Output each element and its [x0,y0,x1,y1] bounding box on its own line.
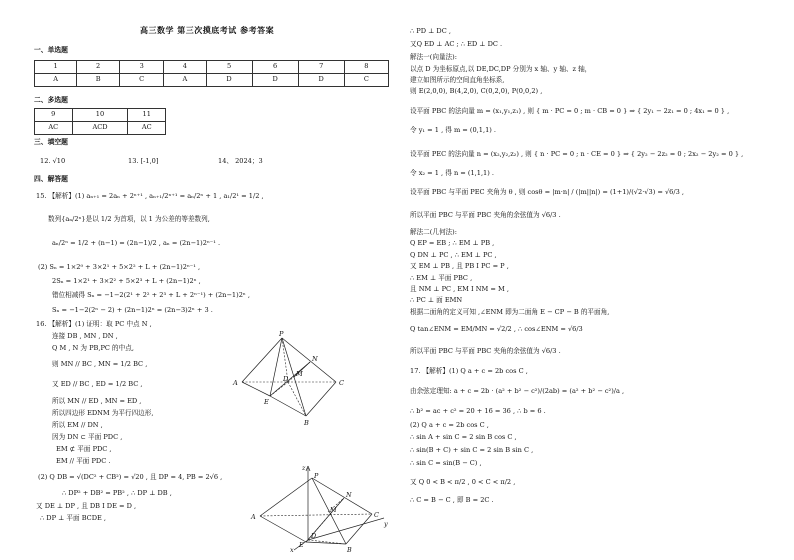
solution-line: Q EP = EB ; ∴ EM ⊥ PB , [410,239,495,247]
label-C: C [374,511,379,519]
solution-line: Sₙ = −1−2(2ⁿ − 2) + (2n−1)2ⁿ = (2n−3)2ⁿ + 3 . [52,306,213,314]
edge-AC [260,514,372,516]
section-heading-solutions: 四、解答题 [34,175,68,183]
table-cell: 5 [206,61,252,74]
table-cell: 2 [77,61,120,74]
label-D: D [311,532,317,540]
solution-line: Q DN ⊥ PC , ∴ EM ⊥ PC , [410,251,497,259]
solution-line: 令 x₂ = 1 , 得 n = (1,1,1) . [410,169,495,177]
solution-line: 所以四边形 EDNM 为平行四边形, [52,409,154,417]
solution-line: ∴ EM ⊥ 平面 PBC , [410,274,473,282]
table-cell: 7 [298,61,344,74]
table-cell: D [206,74,252,87]
table-cell: AC [35,122,73,135]
single-choice-answer-table [34,60,389,87]
solution-line: 又 Q 0 < B < π/2 , 0 < C < π/2 , [410,478,516,486]
solution-line: EM // 平面 PDC . [56,457,111,465]
solution-line: 设平面 PBC 与平面 PEC 夹角为 θ , 则 cosθ = |m·n| / (|m||n|) = (1+1)/(√2·√3) = √6/3 , [410,188,684,196]
table-cell: AC [128,122,166,135]
table-cell: D [298,74,344,87]
document-title: 高三数学 第三次摸底考试 参考答案 [140,25,275,35]
solution-line: EM ⊄ 平面 PDC , [56,445,112,453]
label-C: C [339,379,345,387]
edge-EB [306,542,346,544]
solution-line: 则 E(2,0,0), B(4,2,0), C(0,2,0), P(0,0,2) , [410,87,543,95]
table-cell: 3 [120,61,164,74]
solution-line: 连接 DB , MN , DN , [52,332,118,340]
label-y: y [384,520,388,528]
solution-line: 错位相减得 Sₙ = −1−2(2¹ + 2² + 2³ + L + 2ⁿ⁻¹) + (2n−1)2ⁿ , [52,291,250,299]
table-cell: C [344,74,388,87]
solution-line: 15. 【解析】(1) aₙ₊₁ = 2aₙ + 2ⁿ⁺¹ , aₙ₊₁/2ⁿ⁺¹ = aₙ/2ⁿ + 1 , a₁/2¹ = 1/2 , [36,192,264,200]
table-row-answers [35,74,389,87]
solution-line: 2Sₙ = 1×2¹ + 3×2² + 5×2³ + L + (2n−1)2ⁿ , [52,277,201,285]
solution-line: 16. 【解析】(1) 证明：取 PC 中点 N , [36,320,152,328]
solution-line: 又 DE ⊥ DP , 且 DB I DE = D , [36,502,137,510]
geometry-figure-coordinates [250,460,390,554]
solution-line: 因为 DN ⊂ 平面 PDC , [52,433,123,441]
solution-line: ∴ DP² + DB² = PB² , ∴ DP ⊥ DB , [62,489,172,497]
multi-choice-answer-table [34,108,166,135]
table-cell: 4 [164,61,206,74]
table-cell: A [164,74,206,87]
edge-PC [282,338,336,382]
label-E: E [299,541,304,549]
solution-line: ∴ DP ⊥ 平面 BCDE , [40,514,106,522]
solution-line: ∴ PC ⊥ 面 EMN [410,296,463,304]
label-A: A [233,379,238,387]
table-cell: 6 [252,61,298,74]
solution-line: 所以平面 PBC 与平面 PBC 夹角的余弦值为 √6/3 . [410,211,561,219]
label-M: M [330,506,337,514]
axis-y [308,518,384,540]
solution-line: ∴ C = B − C , 即 B = 2C . [410,496,494,504]
label-B: B [347,546,352,554]
section-heading-fill-blank: 三、填空题 [34,138,68,146]
answer-q12: 12. √10 [40,157,66,165]
edge-AE [260,516,306,542]
label-N: N [346,491,352,499]
edge-AP [242,338,282,382]
label-N: N [312,355,318,363]
label-D: D [283,375,289,383]
solution-line: 设平面 PEC 的法向量 n = (x₂,y₂,z₂) , 则 { n · PC = 0 ; n · CE = 0 } ⇒ { 2y₂ − 2z₂ = 0 ; 2x₂ − 2y₂ = 0 } , [410,150,744,158]
edge-BC [306,382,336,416]
solution-line: 所以 MN // ED , MN = ED , [52,397,142,405]
label-z: z [302,464,306,472]
table-cell: 10 [72,109,128,122]
solution-line: 数列{aₙ/2ⁿ}是以 1/2 为首项，以 1 为公差的等差数列, [48,215,210,223]
table-row-numbers [35,61,389,74]
solution-line: 且 NM ⊥ PC , EM I NM = M , [410,285,509,293]
table-cell: ACD [72,122,128,135]
label-E: E [264,398,269,406]
solution-line: 建立如图所示的空间直角坐标系, [410,76,505,84]
solution-line: ∴ sin(B + C) + sin C = 2 sin B sin C , [410,446,534,454]
edge-BC [346,514,372,544]
solution-line: 解法一(向量法): [410,53,457,61]
edge-AE [242,382,270,396]
table-row-answers [35,122,166,135]
solution-line: Q tan∠ENM = EM/MN = √2/2 , ∴ cos∠ENM = √6/3 [410,325,583,333]
solution-line: 以点 D 为坐标原点,以 DE,DC,DP 分别为 x 轴、y 轴、z 轴， [410,65,592,73]
label-A: A [251,513,256,521]
solution-line: 设平面 PBC 的法向量 m = (x₁,y₁,z₁) , 则 { m · PC = 0 ; m · CB = 0 } ⇒ { 2y₁ − 2z₁ = 0 ; 4x₁ = 0 } , [410,107,730,115]
solution-line: 又 ED // BC , ED = 1/2 BC , [52,380,143,388]
solution-line: 又 EM ⊥ PB , 且 PB I PC = P , [410,262,509,270]
table-cell: 1 [35,61,77,74]
table-cell: B [77,74,120,87]
label-P: P [279,330,284,338]
solution-line: (2) Sₙ = 1×2⁰ + 3×2¹ + 5×2² + L + (2n−1)2ⁿ⁻¹ , [38,263,201,271]
label-B: B [304,419,309,427]
solution-line: ∴ b² = ac + c² = 20 + 16 = 36 , ∴ b = 6 . [410,407,546,415]
answer-q14: 14、 2024；3 [218,157,263,165]
solution-line: 解法二(几何法): [410,228,457,236]
solution-line: aₙ/2ⁿ = 1/2 + (n−1) = (2n−1)/2 , aₙ = (2n−1)2ⁿ⁻¹ . [52,239,221,247]
answer-q13: 13. [-1,0] [128,157,159,165]
table-cell: A [35,74,77,87]
solution-line: 则 MN // BC , MN = 1/2 BC , [52,360,148,368]
solution-line: ∴ sin A + sin C = 2 sin B cos C , [410,433,517,441]
table-cell: D [252,74,298,87]
solution-line: 所以平面 PBC 与平面 PBC 夹角的余弦值为 √6/3 . [410,347,561,355]
solution-line: 所以 EM // DN , [52,421,103,429]
solution-line: 由余弦定理知: a + c = 2b · (a² + b² − c²)/(2ab) = (a² + b² − c²)/a , [410,387,625,395]
table-row-numbers [35,109,166,122]
table-cell: 11 [128,109,166,122]
solution-line: Q M , N 为 PB,PC 的中点, [52,344,134,352]
section-heading-single-choice: 一、单选题 [34,46,68,54]
solution-line: 令 y₁ = 1 , 得 m = (0,1,1) . [410,126,497,134]
label-M: M [296,370,303,378]
label-x: x [290,546,294,554]
solution-line: ∴ sin C = sin(B − C) , [410,459,482,467]
table-cell: 8 [344,61,388,74]
solution-line: 又Q ED ⊥ AC ; ∴ ED ⊥ DC . [410,40,503,48]
section-heading-multi-choice: 二、多选题 [34,96,68,104]
solution-line: 根据二面角的定义可知 ,∠ENM 即为二面角 E − CP − B 的平面角, [410,308,610,316]
table-cell: 9 [35,109,73,122]
solution-line: (2) Q DB = √(DC² + CB²) = √20 , 且 DP = 4, PB = 2√6 , [38,473,223,481]
solution-line: ∴ PD ⊥ DC , [410,27,451,35]
edge-AP [260,478,312,516]
table-cell: C [120,74,164,87]
label-P: P [314,472,319,480]
solution-line: 17. 【解析】(1) Q a + c = 2b cos C , [410,367,528,375]
solution-line: (2) Q a + c = 2b cos C , [410,421,489,429]
geometry-figure-pyramid [230,330,390,430]
